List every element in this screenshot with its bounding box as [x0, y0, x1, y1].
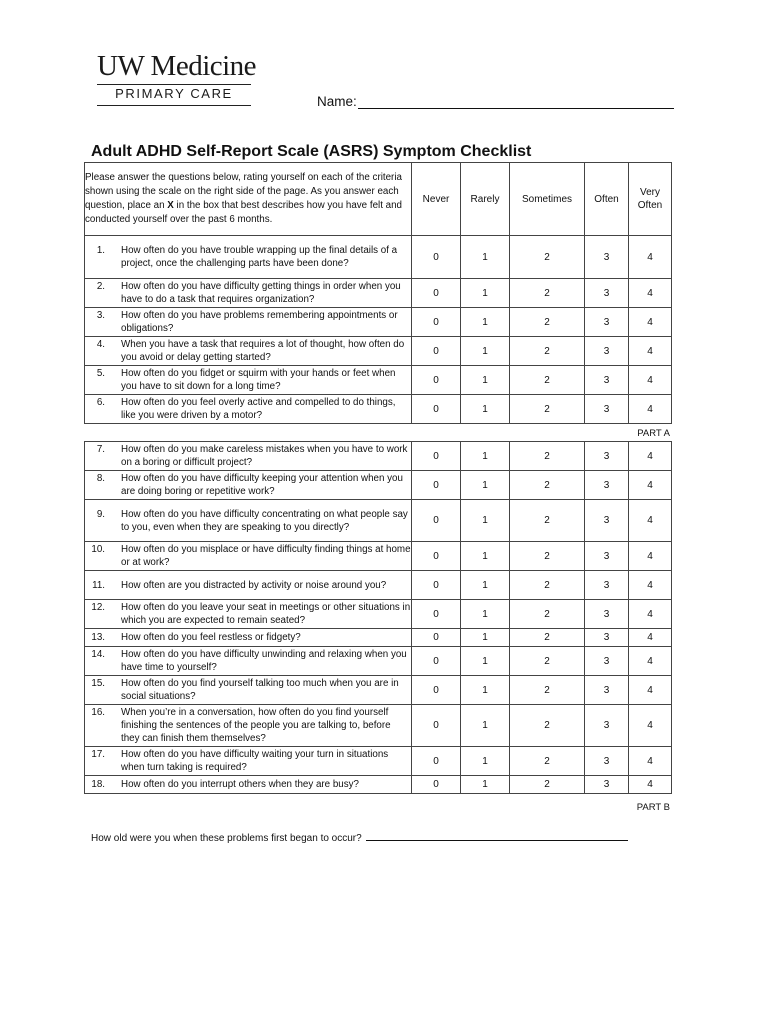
scale-header-often: Often [585, 163, 629, 236]
page-title: Adult ADHD Self-Report Scale (ASRS) Symptom Checklist [91, 143, 532, 160]
score-box-never[interactable]: 0 [412, 442, 461, 471]
score-box-often[interactable]: 3 [585, 279, 629, 308]
question-number: 9. [96, 508, 105, 520]
question-number: 11. [92, 579, 105, 591]
question-row [85, 629, 672, 647]
scale-header-never: Never [412, 163, 461, 236]
score-box-very-often[interactable]: 4 [629, 471, 672, 500]
question-number: 13. [91, 632, 105, 643]
score-box-rarely[interactable]: 1 [461, 471, 510, 500]
score-box-very-often[interactable]: 4 [629, 500, 672, 542]
score-box-never[interactable]: 0 [412, 337, 461, 366]
question-text: How often do you leave your seat in meetings or other situations in which you are expected to remain seated? [121, 602, 411, 626]
logo-divider-top [97, 84, 251, 85]
name-field[interactable] [358, 108, 674, 109]
score-box-very-often[interactable]: 4 [629, 236, 672, 279]
score-box-often[interactable]: 3 [585, 705, 629, 747]
question-cell [85, 366, 412, 395]
logo-divider-bottom [97, 105, 251, 106]
score-box-sometimes[interactable]: 2 [510, 676, 585, 705]
scale-header-sometimes: Sometimes [510, 163, 585, 236]
score-box-sometimes[interactable]: 2 [510, 500, 585, 542]
question-number: 8. [96, 473, 105, 484]
score-box-never[interactable]: 0 [412, 500, 461, 542]
score-box-rarely[interactable]: 1 [461, 542, 510, 571]
score-box-often[interactable]: 3 [585, 366, 629, 395]
score-box-sometimes[interactable]: 2 [510, 471, 585, 500]
score-box-very-often[interactable]: 4 [629, 395, 672, 424]
question-text: How often do you have problems remembering appointments or obligations? [121, 310, 398, 334]
score-box-often[interactable]: 3 [585, 542, 629, 571]
score-box-very-often[interactable]: 4 [629, 366, 672, 395]
score-box-rarely[interactable]: 1 [461, 442, 510, 471]
question-text: How often do you have difficulty unwinding and relaxing when you have time to yourself? [121, 649, 407, 673]
header-row [85, 163, 672, 236]
score-box-very-often[interactable]: 4 [629, 600, 672, 629]
question-row [85, 236, 672, 279]
score-box-rarely[interactable]: 1 [461, 500, 510, 542]
score-box-often[interactable]: 3 [585, 747, 629, 776]
question-cell [85, 395, 412, 424]
score-box-very-often[interactable]: 4 [629, 337, 672, 366]
question-text: How often do you interrupt others when they are busy? [121, 779, 359, 790]
part-a-table [84, 162, 672, 424]
score-box-never[interactable]: 0 [412, 236, 461, 279]
score-box-rarely[interactable]: 1 [461, 776, 510, 794]
question-cell [85, 279, 412, 308]
score-box-never[interactable]: 0 [412, 776, 461, 794]
question-number: 18. [91, 779, 105, 790]
logo-brand: UW Medicine [97, 50, 257, 82]
score-box-never[interactable]: 0 [412, 705, 461, 747]
score-box-never[interactable]: 0 [412, 629, 461, 647]
question-text: How often do you have difficulty keeping your attention when you are doing boring or repetitive work? [121, 473, 403, 497]
part-a-label: PART A [637, 428, 670, 439]
question-text: How often do you make careless mistakes when you have to work on a boring or difficult project? [121, 444, 408, 468]
score-box-very-often[interactable]: 4 [629, 705, 672, 747]
question-cell [85, 571, 412, 600]
scale-header-rarely: Rarely [461, 163, 510, 236]
question-row [85, 676, 672, 705]
score-box-very-often[interactable]: 4 [629, 308, 672, 337]
question-text: When you’re in a conversation, how often do you find yourself finishing the sentences of the people you are talking to, before they can finish them themselves? [121, 707, 391, 744]
question-number: 10. [91, 544, 105, 555]
score-box-rarely[interactable]: 1 [461, 600, 510, 629]
question-cell [85, 647, 412, 676]
score-box-often[interactable]: 3 [585, 236, 629, 279]
score-box-often[interactable]: 3 [585, 471, 629, 500]
score-box-never[interactable]: 0 [412, 308, 461, 337]
score-box-rarely[interactable]: 1 [461, 236, 510, 279]
question-number: 7. [96, 444, 105, 455]
score-box-sometimes[interactable]: 2 [510, 236, 585, 279]
question-row [85, 776, 672, 794]
score-box-often[interactable]: 3 [585, 571, 629, 600]
score-box-rarely[interactable]: 1 [461, 647, 510, 676]
question-cell [85, 747, 412, 776]
question-cell [85, 308, 412, 337]
question-number: 12. [91, 602, 105, 613]
onset-age-question [91, 833, 628, 844]
score-box-often[interactable]: 3 [585, 629, 629, 647]
question-cell [85, 705, 412, 747]
score-box-sometimes[interactable]: 2 [510, 279, 585, 308]
question-row [85, 571, 672, 600]
score-box-rarely[interactable]: 1 [461, 308, 510, 337]
question-text: How often do you feel overly active and compelled to do things, like you were driven by a motor? [121, 397, 396, 421]
score-box-never[interactable]: 0 [412, 747, 461, 776]
question-row [85, 308, 672, 337]
score-box-sometimes[interactable]: 2 [510, 705, 585, 747]
question-row [85, 471, 672, 500]
question-cell [85, 676, 412, 705]
question-cell [85, 337, 412, 366]
score-box-rarely[interactable]: 1 [461, 571, 510, 600]
score-box-rarely[interactable]: 1 [461, 366, 510, 395]
question-number: 14. [91, 649, 105, 660]
score-box-sometimes[interactable]: 2 [510, 600, 585, 629]
score-box-sometimes[interactable]: 2 [510, 647, 585, 676]
score-box-very-often[interactable]: 4 [629, 776, 672, 794]
question-cell [85, 542, 412, 571]
score-box-rarely[interactable]: 1 [461, 337, 510, 366]
score-box-never[interactable]: 0 [412, 676, 461, 705]
score-box-very-often[interactable]: 4 [629, 676, 672, 705]
score-box-often[interactable]: 3 [585, 395, 629, 424]
score-box-never[interactable]: 0 [412, 366, 461, 395]
score-box-often[interactable]: 3 [585, 337, 629, 366]
score-box-sometimes[interactable]: 2 [510, 337, 585, 366]
logo-subtitle: PRIMARY CARE [115, 86, 233, 101]
question-text: How often do you have difficulty getting things in order when you have to do a task that requires organization? [121, 281, 401, 305]
question-row [85, 747, 672, 776]
score-box-very-often[interactable]: 4 [629, 542, 672, 571]
score-box-never[interactable]: 0 [412, 571, 461, 600]
question-row [85, 442, 672, 471]
score-box-rarely[interactable]: 1 [461, 676, 510, 705]
part-b-table [84, 441, 672, 794]
question-cell [85, 776, 412, 794]
score-box-rarely[interactable]: 1 [461, 747, 510, 776]
score-box-never[interactable]: 0 [412, 600, 461, 629]
score-box-rarely[interactable]: 1 [461, 705, 510, 747]
question-number: 16. [91, 707, 105, 718]
score-box-sometimes[interactable]: 2 [510, 776, 585, 794]
question-row [85, 647, 672, 676]
name-label: Name: [317, 94, 357, 109]
score-box-sometimes[interactable]: 2 [510, 747, 585, 776]
part-b-label: PART B [636, 802, 670, 813]
question-row [85, 500, 672, 542]
score-box-sometimes[interactable]: 2 [510, 366, 585, 395]
instructions-mark: X [167, 200, 174, 211]
question-number: 15. [91, 678, 105, 689]
score-box-often[interactable]: 3 [585, 500, 629, 542]
question-cell [85, 236, 412, 279]
question-row [85, 366, 672, 395]
onset-age-field[interactable] [366, 840, 628, 841]
question-number: 4. [96, 339, 105, 350]
score-box-often[interactable]: 3 [585, 676, 629, 705]
question-row [85, 705, 672, 747]
question-cell [85, 500, 412, 542]
question-text: How often are you distracted by activity or noise around you? [121, 579, 387, 591]
question-row [85, 542, 672, 571]
score-box-never[interactable]: 0 [412, 279, 461, 308]
score-box-sometimes[interactable]: 2 [510, 395, 585, 424]
score-box-often[interactable]: 3 [585, 308, 629, 337]
question-row [85, 395, 672, 424]
score-box-rarely[interactable]: 1 [461, 629, 510, 647]
instructions [85, 163, 412, 236]
question-text: When you have a task that requires a lot of thought, how often do you avoid or delay getting started? [121, 339, 405, 363]
score-box-rarely[interactable]: 1 [461, 395, 510, 424]
question-text: How often do you have difficulty concentrating on what people say to you, even when they are speaking to you directly? [121, 508, 408, 533]
question-number: 2. [96, 281, 105, 292]
score-box-never[interactable]: 0 [412, 395, 461, 424]
question-row [85, 279, 672, 308]
scale-header-very-often: Very Often [629, 163, 672, 236]
score-box-often[interactable]: 3 [585, 600, 629, 629]
score-box-very-often[interactable]: 4 [629, 442, 672, 471]
score-box-often[interactable]: 3 [585, 647, 629, 676]
question-text: How often do you feel restless or fidgety? [121, 632, 301, 643]
question-row [85, 600, 672, 629]
question-cell [85, 442, 412, 471]
instructions-post: in the box that best describes how you have felt and conducted yourself over the past 6 months. [85, 200, 402, 225]
score-box-sometimes[interactable]: 2 [510, 542, 585, 571]
score-box-sometimes[interactable]: 2 [510, 629, 585, 647]
score-box-sometimes[interactable]: 2 [510, 308, 585, 337]
score-box-sometimes[interactable]: 2 [510, 571, 585, 600]
score-box-very-often[interactable]: 4 [629, 747, 672, 776]
question-number: 5. [96, 368, 105, 379]
score-box-very-often[interactable]: 4 [629, 571, 672, 600]
question-cell [85, 471, 412, 500]
score-box-never[interactable]: 0 [412, 471, 461, 500]
question-number: 17. [91, 749, 105, 760]
question-text: How often do you have difficulty waiting your turn in situations when turn taking is required? [121, 749, 389, 773]
score-box-very-often[interactable]: 4 [629, 629, 672, 647]
score-box-very-often[interactable]: 4 [629, 279, 672, 308]
question-number: 6. [96, 397, 105, 408]
score-box-sometimes[interactable]: 2 [510, 442, 585, 471]
question-cell [85, 629, 412, 647]
instructions-pre: Please answer the questions below, rating yourself on each of the criteria shown using the scale on the right side of the page. As you answer each question, place an [85, 172, 402, 211]
onset-age-label: How old were you when these problems first began to occur? [91, 833, 362, 844]
question-text: How often do you find yourself talking too much when you are in social situations? [121, 678, 399, 702]
question-text: How often do you misplace or have difficulty finding things at home or at work? [121, 544, 411, 568]
score-box-rarely[interactable]: 1 [461, 279, 510, 308]
score-box-very-often[interactable]: 4 [629, 647, 672, 676]
score-box-often[interactable]: 3 [585, 776, 629, 794]
score-box-never[interactable]: 0 [412, 542, 461, 571]
question-text: How often do you have trouble wrapping up the final details of a project, once the challenging parts have been done? [121, 245, 398, 269]
score-box-never[interactable]: 0 [412, 647, 461, 676]
question-cell [85, 600, 412, 629]
question-number: 1. [96, 245, 105, 256]
score-box-often[interactable]: 3 [585, 442, 629, 471]
question-number: 3. [96, 310, 105, 321]
question-text: How often do you fidget or squirm with your hands or feet when you have to sit down for a long time? [121, 368, 396, 392]
question-row [85, 337, 672, 366]
